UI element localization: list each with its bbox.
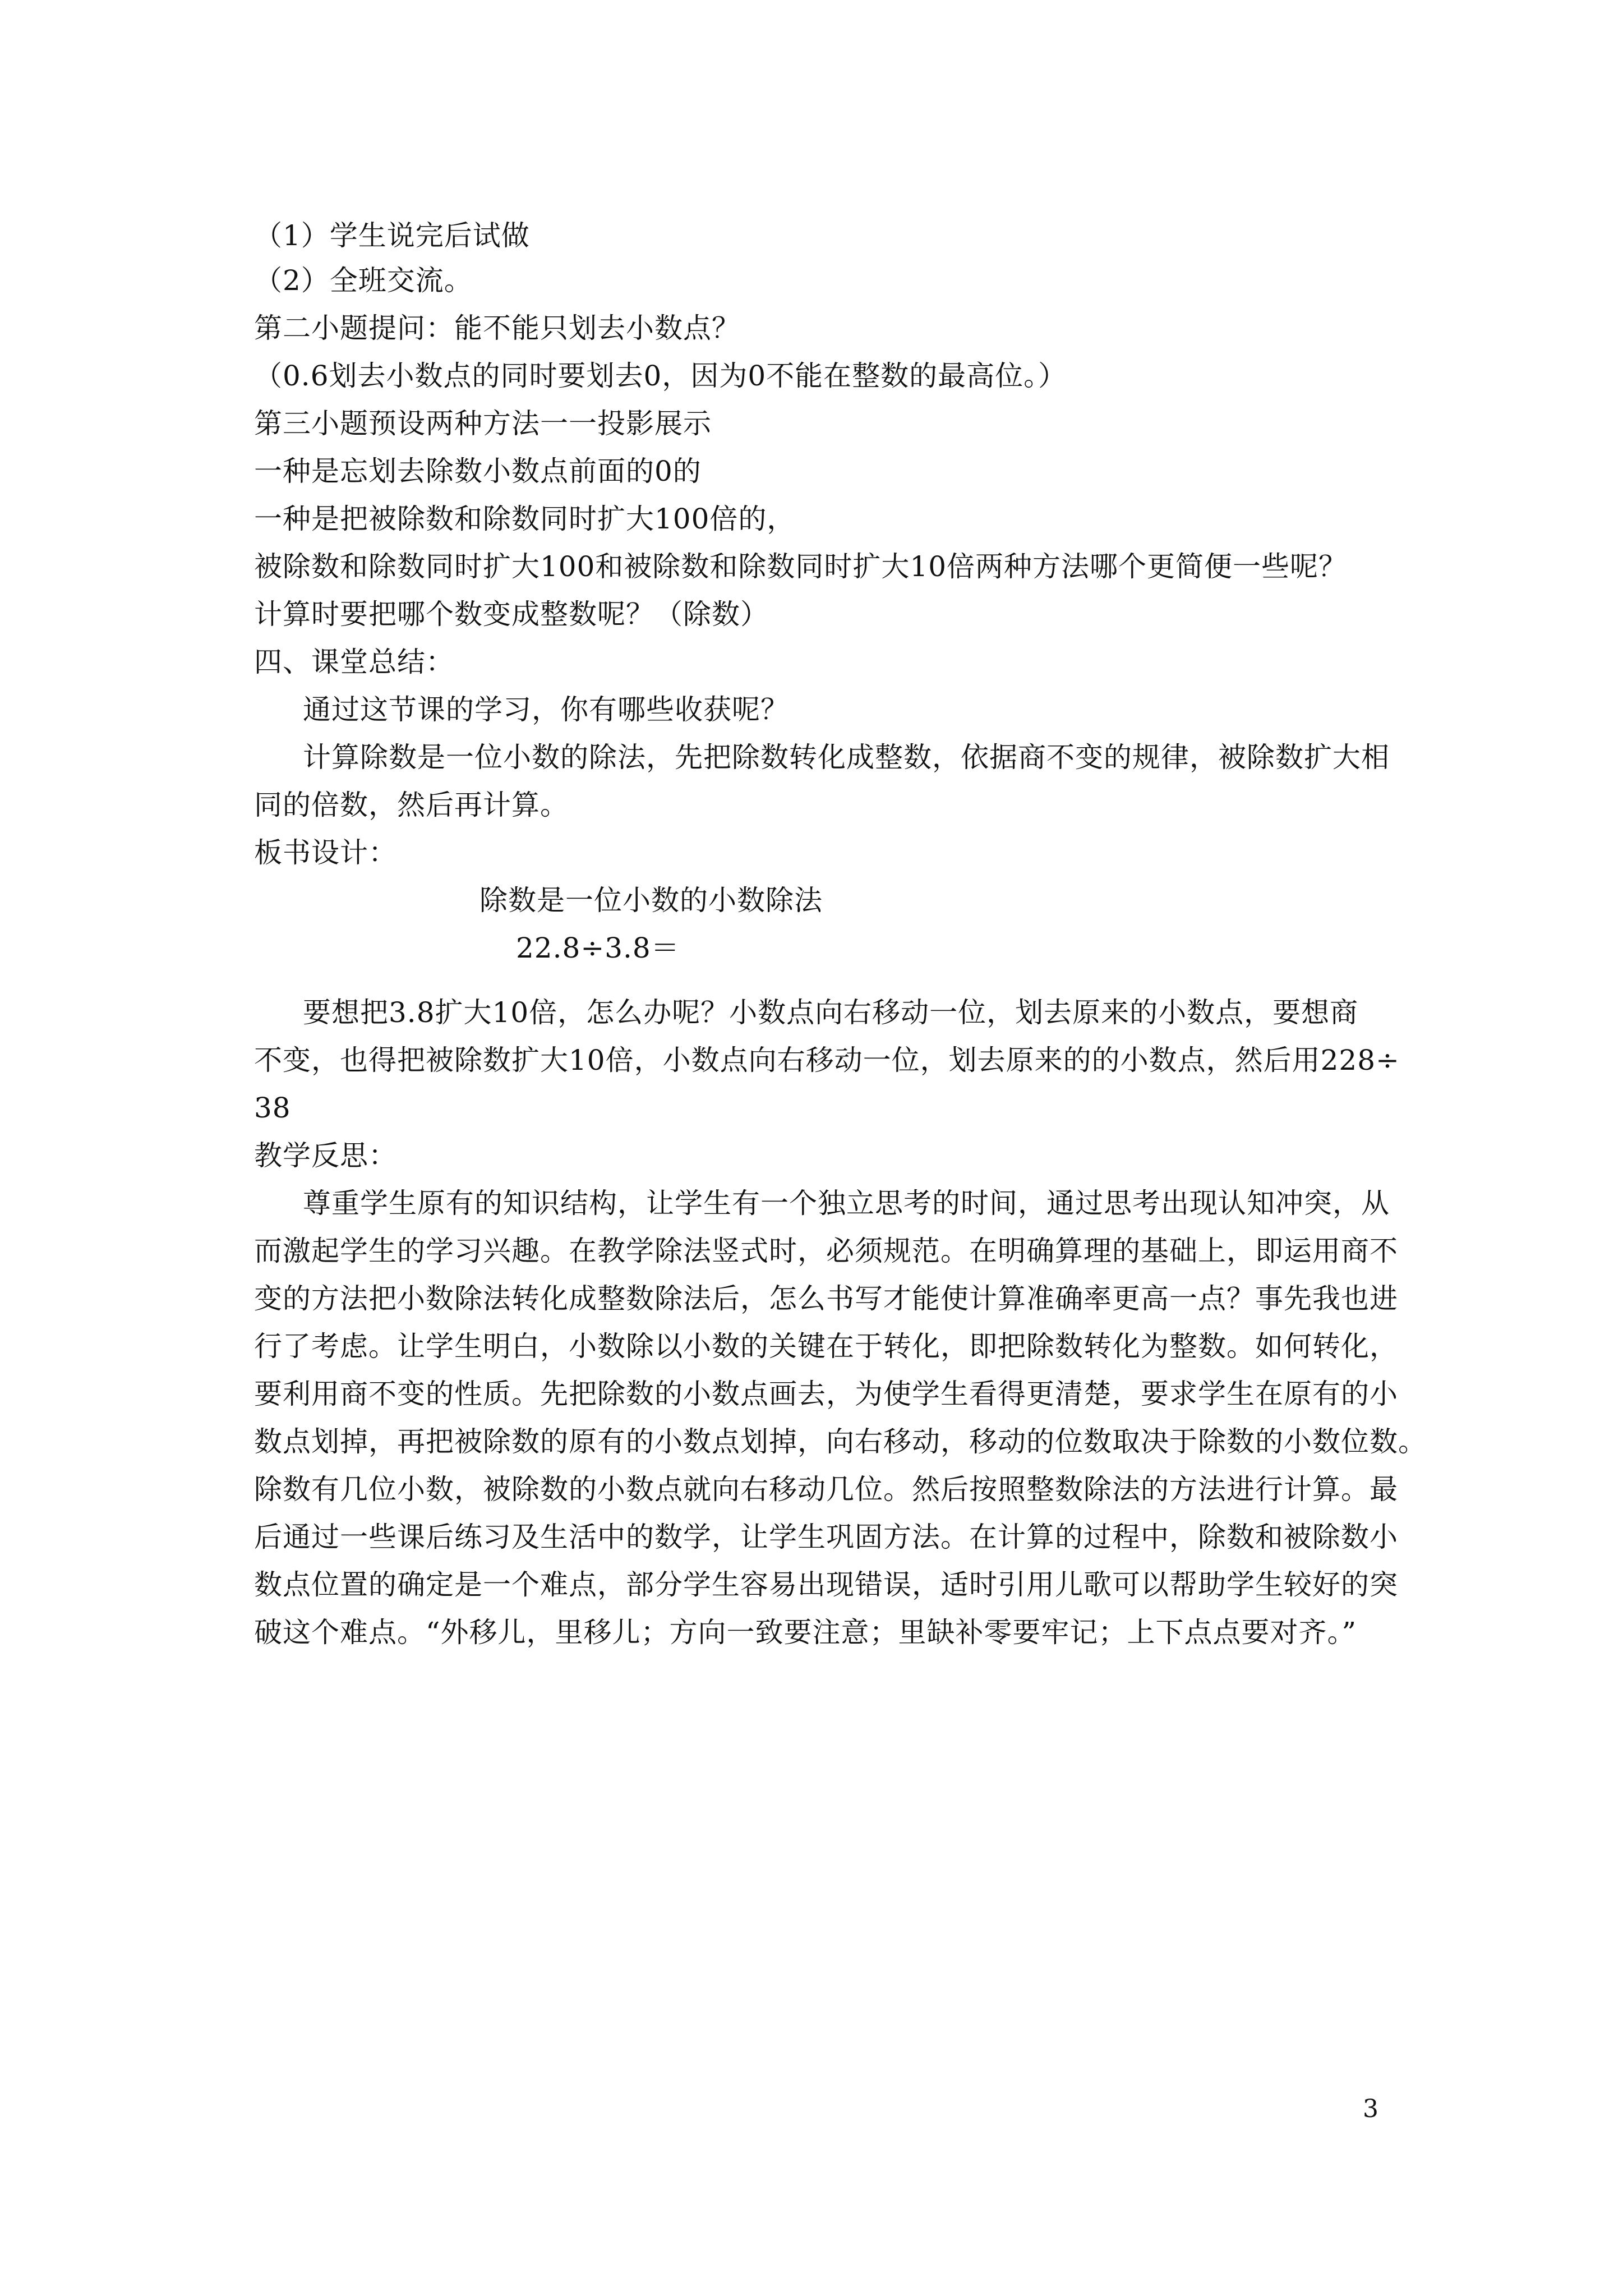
page-number: 3 (1363, 2095, 1378, 2123)
text-line: 38 (254, 1092, 291, 1124)
text-line: （0.6划去小数点的同时要划去0，因为0不能在整数的最高位。） (254, 360, 1067, 392)
text-line: 尊重学生原有的知识结构，让学生有一个独立思考的时间，通过思考出现认知冲突，从 (303, 1187, 1390, 1220)
text-line: 要利用商不变的性质。先把除数的小数点画去，为使学生看得更清楚，要求学生在原有的小 (254, 1378, 1398, 1410)
board-equation: 22.8÷3.8＝ (516, 932, 680, 964)
text-line: （1）学生说完后试做 (254, 219, 530, 252)
text-line: 一种是忘划去除数小数点前面的0的 (254, 455, 702, 487)
text-line: 而激起学生的学习兴趣。在教学除法竖式时，必须规范。在明确算理的基础上，即运用商不 (254, 1235, 1398, 1267)
text-line: 第二小题提问：能不能只划去小数点？ (254, 312, 740, 344)
text-line: 第三小题预设两种方法一一投影展示 (254, 407, 712, 440)
text-line: 除数有几位小数，被除数的小数点就向右移动几位。然后按照整数除法的方法进行计算。最 (254, 1473, 1398, 1506)
text-line: 破这个难点。“外移儿，里移儿；方向一致要注意；里缺补零要牢记；上下点点要对齐。” (254, 1616, 1357, 1649)
text-line: 行了考虑。让学生明白，小数除以小数的关键在于转化，即把除数转化为整数。如何转化， (254, 1330, 1398, 1363)
text-line: 计算除数是一位小数的除法，先把除数转化成整数，依据商不变的规律，被除数扩大相 (303, 741, 1390, 774)
text-line: 数点位置的确定是一个难点，部分学生容易出现错误，适时引用儿歌可以帮助学生较好的突 (254, 1568, 1398, 1601)
text-line: 数点划掉，再把被除数的原有的小数点划掉，向右移动，移动的位数取决于除数的小数位数。 (254, 1425, 1427, 1458)
text-line: 后通过一些课后练习及生活中的数学，让学生巩固方法。在计算的过程中，除数和被除数小 (254, 1521, 1398, 1553)
text-line: 同的倍数，然后再计算。 (254, 789, 569, 821)
text-line: 通过这节课的学习，你有哪些收获呢？ (303, 693, 789, 726)
text-line: 变的方法把小数除法转化成整数除法后，怎么书写才能使计算准确率更高一点？事先我也进 (254, 1282, 1398, 1315)
section-heading: 四、课堂总结： (254, 646, 454, 678)
section-heading: 教学反思： (254, 1139, 397, 1172)
text-line: 一种是把被除数和除数同时扩大100倍的， (254, 503, 796, 535)
text-line: 计算时要把哪个数变成整数呢？（除数） (254, 598, 769, 631)
board-title: 除数是一位小数的小数除法 (479, 884, 823, 917)
text-line: 被除数和除数同时扩大100和被除数和除数同时扩大10倍两种方法哪个更简便一些呢？ (254, 550, 1348, 583)
text-line: 要想把3.8扩大10倍，怎么办呢？小数点向右移动一位，划去原来的小数点，要想商 (303, 996, 1359, 1029)
text-line: 不变，也得把被除数扩大10倍，小数点向右移动一位，划去原来的的小数点，然后用228÷ (254, 1044, 1400, 1076)
section-heading: 板书设计： (254, 836, 397, 869)
text-line: （2）全班交流。 (254, 264, 473, 297)
